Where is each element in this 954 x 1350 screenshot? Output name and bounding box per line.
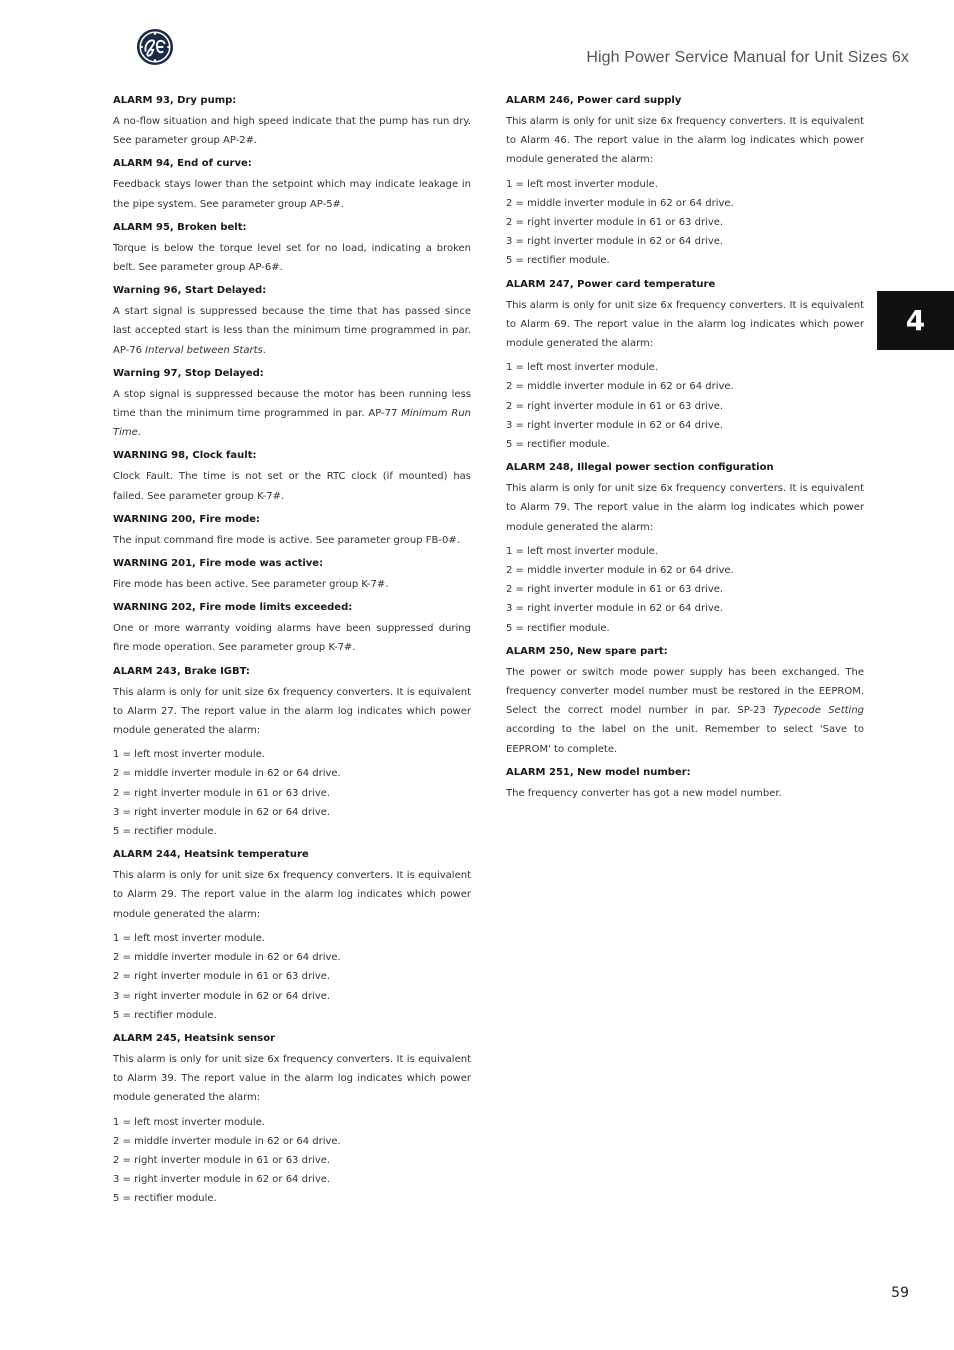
section-heading: ALARM 95, Broken belt: (113, 221, 247, 233)
alarm-section (113, 93, 471, 150)
section-body: This alarm is only for unit size 6x frequency converters. It is equivalent to Alarm 69. The report value in the alarm log indicates which power module generated the alarm: (506, 299, 864, 350)
module-list (506, 175, 864, 271)
alarm-section (506, 93, 864, 271)
alarm-section (113, 366, 471, 443)
list-item: 1 = left most inverter module. (506, 545, 658, 557)
section-heading: ALARM 94, End of curve: (113, 158, 252, 170)
body-text: The power or switch mode power supply has been exchanged. The frequency converter model number must be restored in the EEPROM. Select the correct model number in par. SP-23 (506, 666, 864, 717)
section-body: Feedback stays lower than the setpoint which may indicate leakage in the pipe system. See parameter group AP-5#. (113, 179, 471, 210)
alarm-section (113, 220, 471, 277)
list-item: 5 = rectifier module. (506, 255, 610, 267)
section-heading: Warning 97, Stop Delayed: (113, 367, 264, 379)
body-text: A stop signal is suppressed because the motor has been running less time than the minimum time programmed in par. AP-77 (113, 388, 471, 420)
list-item: 1 = left most inverter module. (113, 1116, 265, 1128)
list-item: 3 = right inverter module in 62 or 64 drive. (113, 806, 331, 818)
list-item: 5 = rectifier module. (506, 439, 610, 451)
list-item: 1 = left most inverter module. (506, 178, 658, 190)
list-item: 2 = middle inverter module in 62 or 64 drive. (506, 197, 734, 209)
body-text-after: according to the label on the unit. Remember to select 'Save to EEPROM' to complete. (506, 724, 864, 755)
list-item: 3 = right inverter module in 62 or 64 drive. (113, 990, 331, 1002)
list-item: 1 = left most inverter module. (113, 932, 265, 944)
parameter-name: Typecode Setting (773, 705, 864, 717)
section-body: This alarm is only for unit size 6x frequency converters. It is equivalent to Alarm 27. The report value in the alarm log indicates which power module generated the alarm: (113, 686, 471, 737)
section-heading: WARNING 98, Clock fault: (113, 450, 257, 462)
alarm-section (113, 156, 471, 213)
section-body (113, 302, 471, 360)
alarm-section (113, 1031, 471, 1209)
section-body: This alarm is only for unit size 6x frequency converters. It is equivalent to Alarm 39. The report value in the alarm log indicates which power module generated the alarm: (113, 1053, 471, 1104)
list-item: 1 = left most inverter module. (506, 362, 658, 374)
list-item: 3 = right inverter module in 62 or 64 drive. (506, 419, 724, 431)
right-column (506, 93, 864, 809)
parameter-name: Minimum Run Time (113, 408, 471, 439)
alarm-section (506, 765, 864, 803)
section-heading: ALARM 245, Heatsink sensor (113, 1032, 276, 1044)
list-item: 1 = left most inverter module. (113, 749, 265, 761)
list-item: 5 = rectifier module. (113, 826, 217, 838)
list-item: 2 = middle inverter module in 62 or 64 drive. (506, 381, 734, 393)
section-heading: Warning 96, Start Delayed: (113, 285, 267, 297)
list-item: 2 = middle inverter module in 62 or 64 drive. (113, 1135, 341, 1147)
alarm-section (113, 283, 471, 360)
ge-logo (136, 28, 174, 66)
module-list (506, 542, 864, 638)
section-body: A no-flow situation and high speed indicate that the pump has run dry. See parameter group AP-2#. (113, 116, 471, 147)
section-body: Fire mode has been active. See parameter group K-7#. (113, 579, 389, 591)
section-body (506, 663, 864, 759)
alarm-section (113, 448, 471, 505)
parameter-name: Interval between Starts (145, 344, 263, 356)
section-body: The frequency converter has got a new model number. (506, 787, 782, 799)
list-item: 2 = right inverter module in 61 or 63 drive. (506, 400, 724, 412)
section-body: One or more warranty voiding alarms have been suppressed during fire mode operation. See parameter group K-7#. (113, 623, 471, 654)
section-body: Torque is below the torque level set for no load, indicating a broken belt. See parameter group AP-6#. (113, 242, 471, 274)
section-heading: ALARM 248, Illegal power section configuration (506, 462, 774, 474)
section-heading: ALARM 251, New model number: (506, 766, 691, 778)
left-column (113, 93, 471, 1215)
section-heading: ALARM 246, Power card supply (506, 95, 682, 106)
list-item: 3 = right inverter module in 62 or 64 drive. (506, 236, 724, 248)
list-item: 3 = right inverter module in 62 or 64 drive. (113, 1174, 331, 1186)
body-text-after: . (137, 427, 141, 439)
list-item: 2 = middle inverter module in 62 or 64 drive. (113, 952, 341, 964)
list-item: 2 = right inverter module in 61 or 63 drive. (113, 971, 331, 983)
alarm-section (113, 512, 471, 550)
section-heading: ALARM 244, Heatsink temperature (113, 849, 309, 861)
section-heading: ALARM 250, New spare part: (506, 645, 668, 657)
section-heading: ALARM 247, Power card temperature (506, 278, 716, 290)
module-list (506, 358, 864, 454)
list-item: 2 = right inverter module in 61 or 63 drive. (113, 787, 331, 799)
section-body: Clock Fault. The time is not set or the RTC clock (if mounted) has failed. See parameter group K-7#. (113, 471, 471, 502)
list-item: 2 = middle inverter module in 62 or 64 drive. (113, 768, 341, 780)
section-heading: WARNING 200, Fire mode: (113, 513, 261, 525)
list-item: 2 = right inverter module in 61 or 63 drive. (506, 584, 724, 596)
section-body: This alarm is only for unit size 6x frequency converters. It is equivalent to Alarm 46. The report value in the alarm log indicates which power module generated the alarm: (506, 116, 864, 166)
list-item: 5 = rectifier module. (113, 1193, 217, 1205)
document-title: High Power Service Manual for Unit Sizes 6x (586, 49, 909, 66)
list-item: 2 = middle inverter module in 62 or 64 drive. (506, 565, 734, 577)
section-heading: WARNING 201, Fire mode was active: (113, 558, 324, 570)
body-text-after: . (262, 344, 266, 356)
module-list (113, 1113, 471, 1209)
alarm-section (506, 644, 864, 759)
section-heading: ALARM 243, Brake IGBT: (113, 665, 250, 677)
module-list (113, 745, 471, 841)
section-heading: ALARM 93, Dry pump: (113, 95, 237, 106)
alarm-section (113, 664, 471, 842)
list-item: 2 = right inverter module in 61 or 63 drive. (506, 217, 724, 229)
alarm-section (506, 277, 864, 455)
list-item: 3 = right inverter module in 62 or 64 drive. (506, 603, 724, 615)
list-item: 5 = rectifier module. (113, 1009, 217, 1021)
section-body: This alarm is only for unit size 6x frequency converters. It is equivalent to Alarm 79. The report value in the alarm log indicates which power module generated the alarm: (506, 483, 864, 533)
chapter-tab: 4 (877, 291, 954, 350)
alarm-section (113, 600, 471, 657)
alarm-section (113, 847, 471, 1025)
page-number: 59 (891, 1285, 909, 1301)
list-item: 5 = rectifier module. (506, 622, 610, 634)
section-heading: WARNING 202, Fire mode limits exceeded: (113, 602, 353, 614)
module-list (113, 929, 471, 1025)
alarm-section (113, 556, 471, 594)
body-text: A start signal is suppressed because the time that has passed since last accepted start is less than the minimum time programmed in par. AP-76 (113, 306, 471, 356)
section-body: The input command fire mode is active. See parameter group FB-0#. (113, 534, 460, 546)
section-body: This alarm is only for unit size 6x frequency converters. It is equivalent to Alarm 29. The report value in the alarm log indicates which power module generated the alarm: (113, 870, 471, 920)
list-item: 2 = right inverter module in 61 or 63 drive. (113, 1154, 331, 1166)
section-body (113, 385, 471, 443)
alarm-section (506, 460, 864, 638)
